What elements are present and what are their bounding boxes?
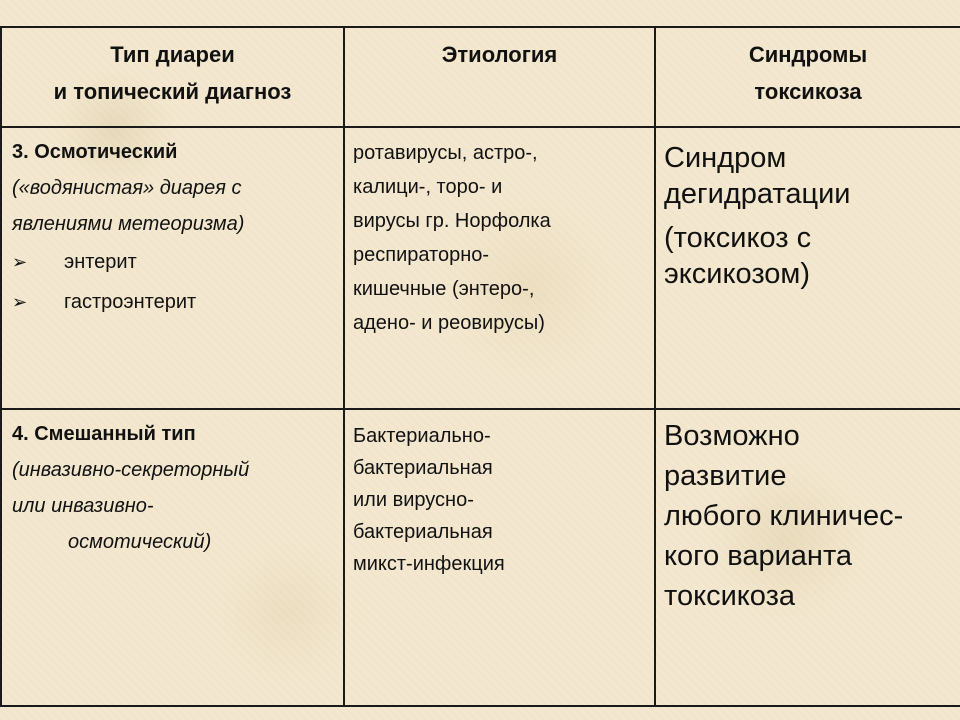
header-type-line-2: и топический диагноз (53, 79, 292, 104)
cell-mixed-syndrome (655, 409, 960, 706)
cell-osmotic-syndrome (655, 127, 960, 409)
osmotic-etiology-line-5: кишечные (энтеро-, (353, 278, 535, 300)
list-item (12, 242, 335, 282)
header-row (1, 27, 960, 127)
osmotic-etiology-line-6: адено- и реовирусы) (353, 312, 545, 334)
osmotic-etiology-line-1: ротавирусы, астро-, (353, 142, 538, 164)
osmotic-desc-2: явлениями метеоризма) (12, 213, 245, 235)
osmotic-title: 3. Осмотический (12, 141, 178, 163)
osmotic-syndrome-line-4: эксикозом) (664, 258, 811, 290)
mixed-desc-2: или инвазивно- (12, 495, 154, 517)
table-row-mixed (1, 409, 960, 706)
mixed-syndrome-line-1: Возможно (664, 420, 800, 452)
bullet-gastroenteritis: гастроэнтерит (64, 291, 197, 313)
mixed-etiology-line-2: бактериальная (353, 457, 493, 479)
osmotic-syndrome-line-3: (токсикоз с (664, 222, 812, 254)
mixed-etiology-line-4: бактериальная (353, 521, 493, 543)
mixed-title: 4. Смешанный тип (12, 423, 196, 445)
mixed-etiology-line-3: или вирусно- (353, 489, 474, 511)
bullet-enteritis: энтерит (64, 251, 137, 273)
cell-osmotic-type (1, 127, 344, 409)
osmotic-syndrome-line-1: Синдром (664, 142, 787, 174)
osmotic-etiology-line-2: калици-, торо- и (353, 176, 503, 198)
osmotic-etiology-line-4: респираторно- (353, 244, 490, 266)
mixed-syndrome-line-2: развитие (664, 460, 787, 492)
mixed-syndrome-line-3: любого клиничес- (664, 500, 904, 532)
mixed-desc-3: осмотический) (68, 531, 212, 553)
mixed-desc-1: (инвазивно-секреторный (12, 459, 250, 481)
mixed-etiology-line-5: микст-инфекция (353, 553, 505, 575)
arrow-bullet-icon: ➢ (12, 252, 28, 272)
osmotic-etiology-line-3: вирусы гр. Норфолка (353, 210, 551, 232)
syndrome-table (0, 26, 960, 707)
list-item (12, 282, 335, 322)
header-etiology (344, 27, 655, 127)
header-syndromes-line-2: токсикоза (754, 79, 862, 104)
mixed-etiology-line-1: Бактериально- (353, 425, 491, 447)
header-etiology-text: Этиология (441, 42, 558, 67)
mixed-syndrome-line-4: кого варианта (664, 540, 853, 572)
header-type-diagnosis (1, 27, 344, 127)
header-syndromes-line-1: Синдромы (748, 42, 868, 67)
header-syndromes (655, 27, 960, 127)
osmotic-syndrome-line-2: дегидратации (664, 178, 851, 210)
mixed-syndrome-line-5: токсикоза (664, 580, 796, 612)
cell-mixed-type (1, 409, 344, 706)
arrow-bullet-icon: ➢ (12, 292, 28, 312)
cell-mixed-etiology (344, 409, 655, 706)
table-row-osmotic (1, 127, 960, 409)
header-type-line-1: Тип диареи (110, 42, 235, 67)
osmotic-desc-1: («водянистая» диарея с (12, 177, 242, 199)
cell-osmotic-etiology (344, 127, 655, 409)
